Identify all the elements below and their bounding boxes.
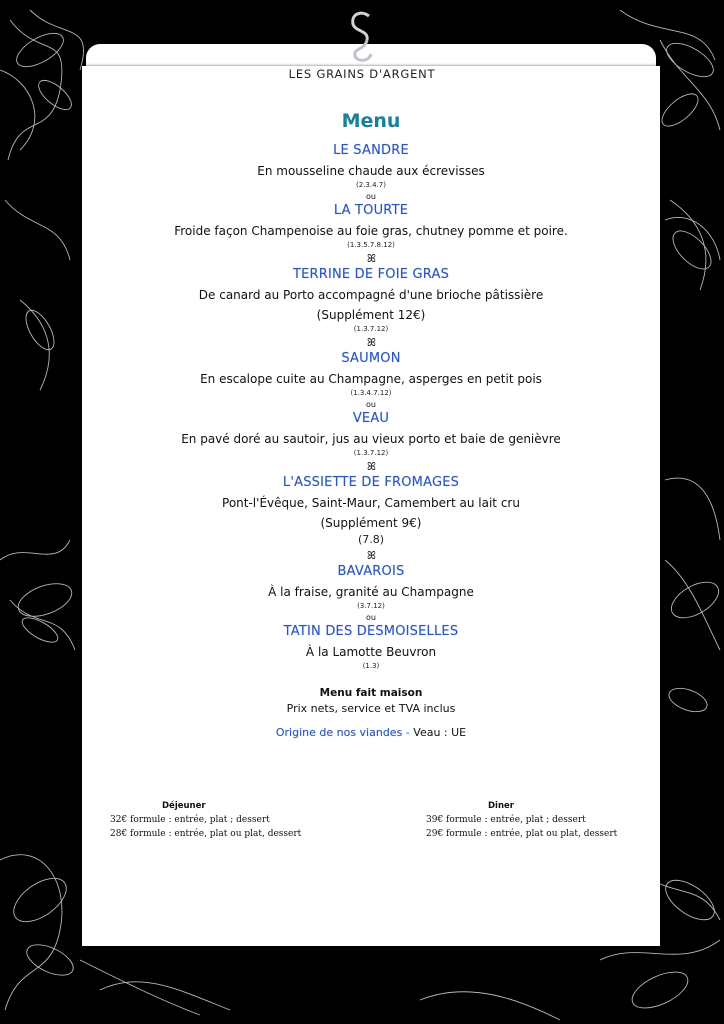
course-name: TATIN DES DESMOISELLES xyxy=(283,624,459,639)
course-description: Froide façon Champenoise au foie gras, chutney pomme et poire. xyxy=(174,224,568,238)
meat-origin-label: Origine de nos viandes xyxy=(275,726,403,739)
menu-content xyxy=(82,108,660,742)
stylized-g-logo-icon xyxy=(347,8,377,64)
lunch-formulas xyxy=(110,800,370,841)
course-description: Pont-l'Évêque, Saint-Maur, Camembert au lait cru xyxy=(222,496,520,510)
formula-prices xyxy=(110,800,630,860)
dinner-title: Diner xyxy=(488,801,514,811)
lunch-title: Déjeuner xyxy=(162,801,206,811)
allergen-codes: (1.3.7.12) xyxy=(353,325,389,333)
course-supplement: (Supplément 12€) xyxy=(316,308,426,322)
logo xyxy=(0,8,724,64)
ornament-separator-icon: ꕤ xyxy=(366,460,376,473)
or-divider: ou xyxy=(366,400,376,409)
page-title: Menu xyxy=(341,110,401,132)
course-name: LE SANDRE xyxy=(333,143,409,158)
ornament-separator-icon: ꕤ xyxy=(366,549,376,562)
course-name: L'ASSIETTE DE FROMAGES xyxy=(282,475,460,490)
course-supplement: (Supplément 9€) xyxy=(320,516,422,530)
course-description: De canard au Porto accompagné d'une brioche pâtissière xyxy=(198,288,544,302)
dinner-formulas xyxy=(426,800,636,841)
formula-line: 39€ formule : entrée, plat ; dessert xyxy=(426,815,586,825)
course-name: BAVAROIS xyxy=(337,564,405,579)
meat-origin-separator: - xyxy=(402,726,414,739)
allergen-codes: (1.3.4.7.12) xyxy=(350,389,392,397)
allergen-codes: (3.7.12) xyxy=(357,602,385,610)
allergen-codes: (7.8) xyxy=(357,533,385,546)
allergen-codes: (1.3.5.7.8.12) xyxy=(347,241,395,249)
ornament-separator-icon: ꕤ xyxy=(366,252,376,265)
meat-origin-value: Veau : UE xyxy=(413,726,467,739)
price-note: Prix nets, service et TVA inclus xyxy=(286,702,456,715)
or-divider: ou xyxy=(366,613,376,622)
course-description: À la Lamotte Beuvron xyxy=(305,645,437,659)
allergen-codes: (1.3) xyxy=(362,662,380,670)
course-name: TERRINE DE FOIE GRAS xyxy=(292,267,450,282)
course-description: En escalope cuite au Champagne, asperges en petit pois xyxy=(200,372,542,386)
course-description: À la fraise, granité au Champagne xyxy=(268,585,474,599)
meat-origin xyxy=(82,724,660,742)
formula-line: 32€ formule : entrée, plat ; dessert xyxy=(110,815,270,825)
or-divider: ou xyxy=(366,192,376,201)
formula-line: 29€ formule : entrée, plat ou plat, dessert xyxy=(426,829,618,839)
course-description: En pavé doré au sautoir, jus au vieux porto et baie de genièvre xyxy=(181,432,561,446)
course-description: En mousseline chaude aux écrevisses xyxy=(257,164,485,178)
ornament-separator-icon: ꕤ xyxy=(366,336,376,349)
allergen-codes: (2.3.4.7) xyxy=(356,181,386,189)
formula-line: 28€ formule : entrée, plat ou plat, dessert xyxy=(110,829,302,839)
course-name: VEAU xyxy=(352,411,390,426)
allergen-codes: (1.3.7.12) xyxy=(353,449,389,457)
brand-name: LES GRAINS D'ARGENT xyxy=(288,67,436,81)
homemade-note: Menu fait maison xyxy=(319,687,423,699)
course-name: SAUMON xyxy=(341,351,401,366)
course-name: LA TOURTE xyxy=(333,203,409,218)
